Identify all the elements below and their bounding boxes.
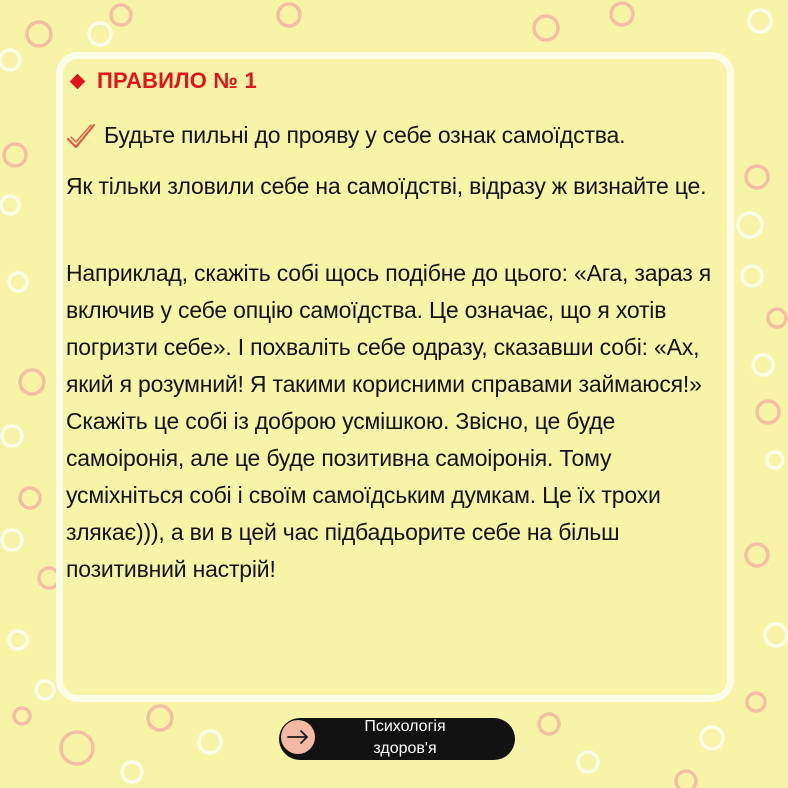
paragraph-example: Наприклад, скажіть собі щось подібне до цього: «Ага, зараз я включив у себе опцію самоїдства. Це означає, що я хотів погризти себе». І похваліть себе одразу, сказавши собі: «Ах, який я розумний! Я такими корисними справами займаюся!» Скажіть це собі із доброю усмішкою. Звісно, це буде самоіронія, але це буде позитивна самоіронія. Тому усміхніться собі і своїм самоїдським думкам. Це їх трохи злякає))), а ви в цей час підбадьорите себе на більш позитивний настрій! bbox=[66, 260, 712, 582]
rule-statement-text: Будьте пильні до прояву у себе ознак самоїдства. bbox=[104, 122, 626, 148]
arrow-right-icon bbox=[287, 730, 309, 744]
diamond-icon bbox=[70, 73, 86, 89]
brand-line-1: Психологія bbox=[364, 718, 446, 735]
rule-heading bbox=[68, 68, 257, 94]
checkmark-icon bbox=[66, 122, 96, 150]
rule-statement bbox=[66, 117, 734, 154]
brand-label bbox=[330, 716, 480, 760]
arrow-button[interactable] bbox=[281, 720, 315, 754]
rule-title: ПРАВИЛО № 1 bbox=[97, 68, 257, 93]
brand-line-2: здоров'я bbox=[373, 740, 437, 757]
paragraph-recognize: Як тільки зловили себе на самоїдстві, відразу ж визнайте це. bbox=[66, 173, 707, 199]
